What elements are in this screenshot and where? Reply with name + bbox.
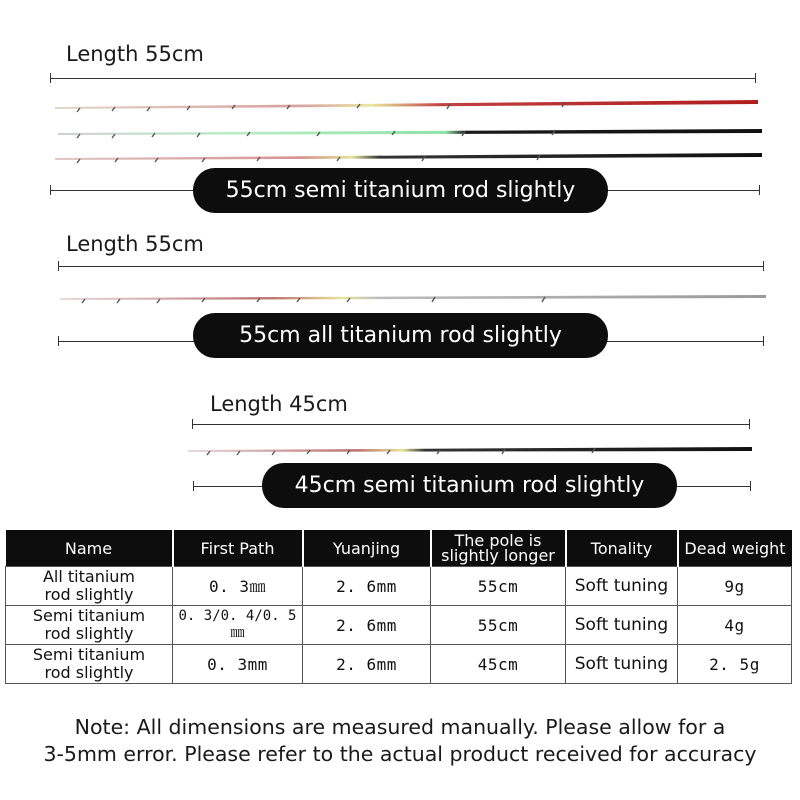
cell-yuanjing: 2. 6mm — [303, 606, 431, 645]
table-row — [6, 645, 792, 684]
cell-length: 55cm — [431, 606, 566, 645]
cell-name — [6, 645, 173, 684]
cell-name-line2: rod slightly — [44, 624, 134, 643]
length-label-3: Length 45cm — [210, 392, 348, 416]
cell-length: 55cm — [431, 567, 566, 606]
cell-tonality: Soft tuning — [566, 606, 678, 645]
table-row — [6, 606, 792, 645]
cell-length: 45cm — [431, 645, 566, 684]
cell-weight: 9g — [678, 567, 792, 606]
cell-first-path: 0. 3㎜ — [173, 567, 303, 606]
cell-name-line2: rod slightly — [44, 585, 134, 604]
rod-2 — [58, 129, 762, 135]
rod-5 — [188, 447, 752, 452]
cell-tonality: Soft tuning — [566, 567, 678, 606]
cell-name — [6, 606, 173, 645]
note-line-1: Note: All dimensions are measured manually. Please allow for a — [74, 715, 726, 739]
header-dead-weight: Dead weight — [678, 530, 792, 567]
header-yuanjing: Yuanjing — [303, 530, 431, 567]
cell-name — [6, 567, 173, 606]
cell-name-line2: rod slightly — [44, 663, 134, 682]
product-pill-3: 45cm semi titanium rod slightly — [262, 463, 677, 508]
cell-name-line1: All titanium — [42, 567, 136, 586]
header-first-path: First Path — [173, 530, 303, 567]
cell-yuanjing: 2. 6mm — [303, 567, 431, 606]
table-header-row — [6, 530, 792, 567]
header-pole-longer — [431, 530, 566, 567]
note-line-2: 3-5mm error. Please refer to the actual product received for accuracy — [43, 742, 757, 766]
header-tonality: Tonality — [566, 530, 678, 567]
measurement-note — [0, 714, 800, 768]
header-name: Name — [6, 530, 173, 567]
cell-tonality: Soft tuning — [566, 645, 678, 684]
header-pole-longer-line2: slightly longer — [441, 546, 555, 565]
product-pill-1: 55cm semi titanium rod slightly — [193, 168, 608, 213]
cell-first-path: 0. 3/0. 4/0. 5㎜ — [173, 606, 303, 645]
cell-yuanjing: 2. 6mm — [303, 645, 431, 684]
header-pole-longer-line1: The pole is — [454, 531, 542, 550]
table-row — [6, 567, 792, 606]
spec-table — [5, 530, 792, 684]
length-label-1: Length 55cm — [66, 42, 204, 66]
product-pill-2: 55cm all titanium rod slightly — [193, 313, 608, 358]
rod-1 — [55, 100, 758, 109]
rod-4 — [60, 295, 766, 300]
length-label-2: Length 55cm — [66, 232, 204, 256]
cell-weight: 4g — [678, 606, 792, 645]
cell-weight: 2. 5g — [678, 645, 792, 684]
rod-3 — [55, 153, 762, 160]
cell-first-path: 0. 3mm — [173, 645, 303, 684]
cell-name-line1: Semi titanium — [32, 645, 146, 664]
cell-name-line1: Semi titanium — [32, 606, 146, 625]
